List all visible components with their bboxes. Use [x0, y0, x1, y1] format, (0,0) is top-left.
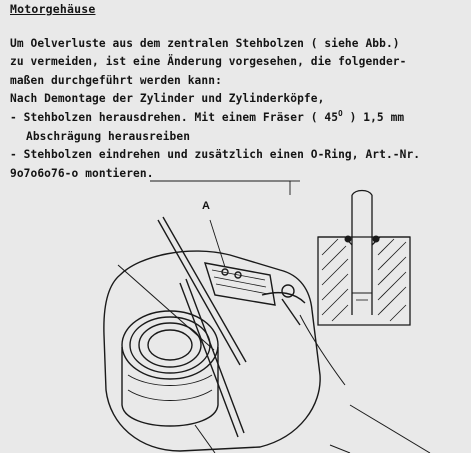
step-1-line [10, 109, 468, 128]
section-heading: Motorgehäuse [10, 2, 96, 16]
instruction-text [10, 35, 468, 183]
text-line-1: Um Oelverluste aus dem zentralen Stehbolzen ( siehe Abb.) [10, 37, 400, 50]
text-line-4: Nach Demontage der Zylinder und Zylinderköpfe, [10, 92, 325, 106]
step-2-line: - Stehbolzen eindrehen und zusätzlich einen O-Ring, Art.-Nr. [10, 148, 421, 162]
callout-label-a: A [202, 200, 210, 212]
engine-illustration [0, 175, 471, 453]
engine-block-drawing [104, 181, 430, 453]
seal-cross-section [318, 191, 410, 326]
text-line-3: maßen durchgeführt werden kann: [10, 73, 222, 87]
part-number-line: 9o7o6o76-o montieren. [10, 166, 154, 180]
step-1-text-b: ) 1,5 mm [342, 110, 405, 124]
text-line-2: zu vermeiden, ist eine Änderung vorgesehen, die folgender- [10, 55, 407, 69]
step-1-continuation: Abschrägung herausreiben [26, 130, 191, 144]
degree-superscript: O [338, 108, 343, 118]
step-1-text-a: - Stehbolzen herausdrehen. Mit einem Fräser ( 45 [10, 110, 339, 124]
